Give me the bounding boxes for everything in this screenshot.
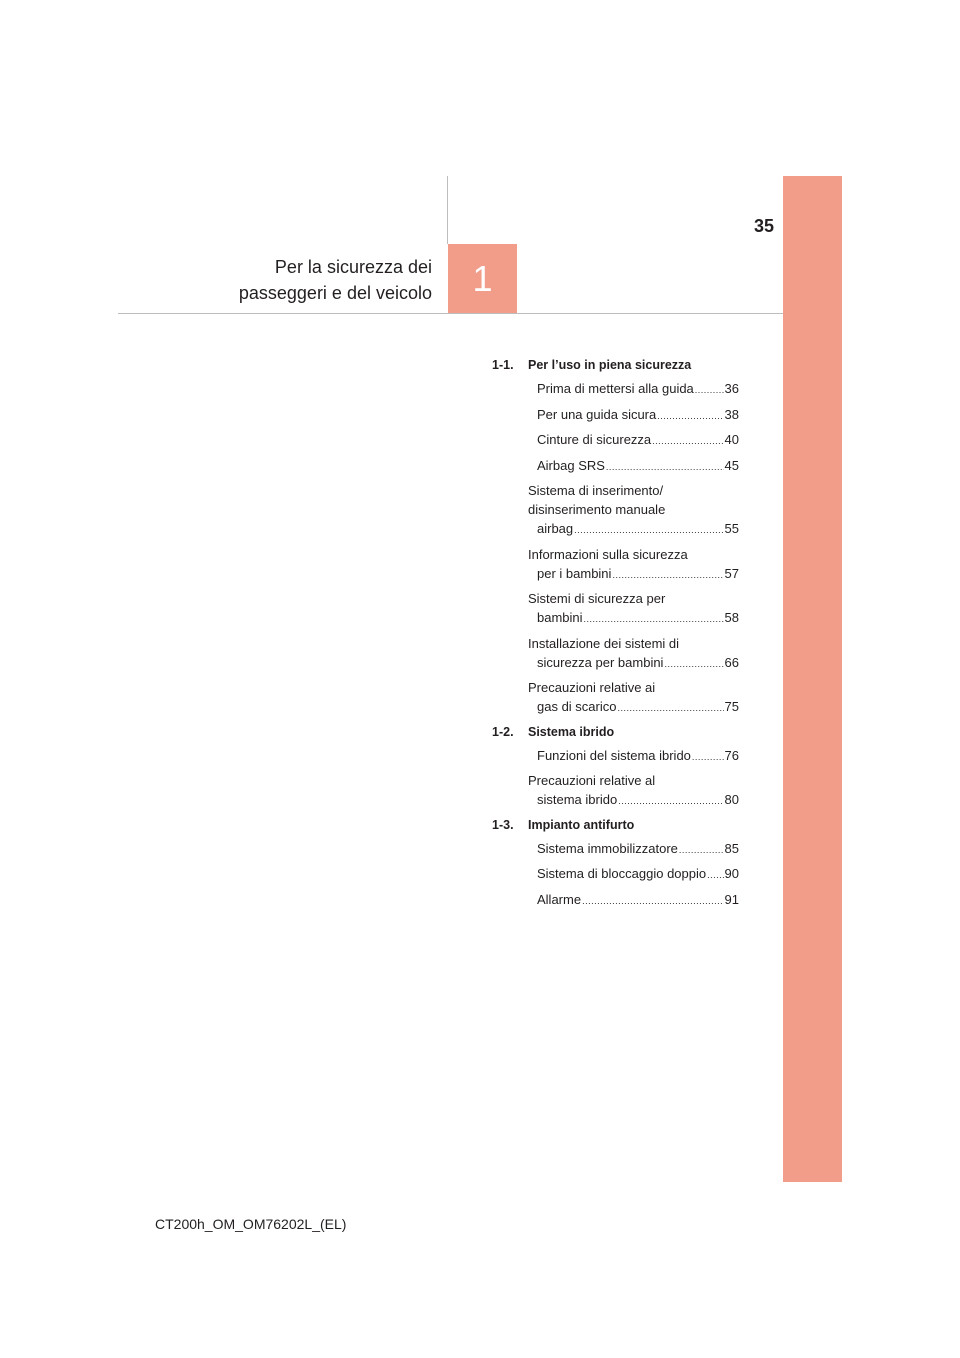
toc-page-number: 57 — [724, 565, 739, 581]
toc-page-number: 75 — [724, 699, 739, 714]
header-divider-horizontal — [118, 313, 783, 314]
toc-entry-title: gas di scarico — [537, 699, 617, 714]
toc-entry-title: Sistema di bloccaggio doppio — [537, 866, 707, 881]
toc-entry[interactable] — [528, 405, 739, 426]
toc-dot-leader — [652, 432, 723, 451]
toc-entry-line: Informazioni sulla sicurezza — [528, 546, 688, 562]
toc-entry[interactable] — [528, 430, 739, 451]
toc-page-number: 40 — [724, 432, 739, 447]
toc-entry-title: Airbag SRS — [537, 457, 605, 473]
toc-entry-row — [537, 697, 739, 718]
toc-dot-leader — [612, 566, 723, 585]
toc-dot-leader — [707, 866, 723, 885]
toc-entry-title: Allarme — [537, 891, 582, 907]
toc-entry-line: Precauzioni relative ai — [528, 680, 656, 695]
toc-entry-title: Sistema immobilizzatore — [537, 840, 678, 856]
toc-entry[interactable] — [528, 379, 739, 400]
header-divider-vertical — [447, 176, 448, 244]
toc-entry[interactable] — [528, 890, 739, 911]
toc-page-number: 90 — [724, 866, 739, 881]
toc-page-number: 58 — [724, 610, 739, 625]
toc-entry[interactable] — [528, 481, 739, 540]
toc-page-number: 38 — [724, 406, 739, 422]
toc-entry-row — [537, 839, 739, 860]
toc-section-title: Sistema ibrido — [528, 724, 615, 739]
toc-section-number: 1-2. — [492, 724, 514, 739]
toc-dot-leader — [657, 407, 723, 426]
toc-entry-row — [537, 864, 739, 885]
toc-entry-title: Funzioni del sistema ibrido — [537, 747, 691, 763]
toc-entry-title: Cinture di sicurezza — [537, 432, 652, 447]
toc-section-heading — [492, 356, 739, 375]
toc-entry-row — [537, 608, 739, 629]
toc-entry[interactable] — [528, 771, 739, 811]
toc-entry[interactable] — [528, 589, 739, 629]
toc-dot-leader — [617, 699, 723, 718]
toc-entry[interactable] — [528, 456, 739, 477]
toc-page-number: 45 — [724, 457, 739, 473]
table-of-contents — [492, 356, 739, 915]
toc-dot-leader — [574, 521, 723, 540]
toc-entry[interactable] — [528, 545, 739, 585]
toc-page-number: 66 — [724, 654, 739, 670]
toc-dot-leader — [664, 655, 723, 674]
toc-page-number: 36 — [724, 381, 739, 396]
toc-section-title: Per l’uso in piena sicurezza — [528, 358, 692, 372]
toc-entry-row — [537, 653, 739, 674]
toc-entry-row — [537, 790, 739, 811]
toc-section-number: 1-1. — [492, 358, 514, 372]
toc-entry-line: Precauzioni relative al — [528, 773, 656, 788]
toc-entry[interactable] — [528, 839, 739, 860]
footer-document-code: CT200h_OM_OM76202L_(EL) — [155, 1216, 347, 1232]
toc-entry[interactable] — [528, 634, 739, 674]
chapter-number-box — [448, 244, 517, 313]
section-title — [200, 254, 432, 306]
toc-entry-row — [537, 456, 739, 477]
toc-entry[interactable] — [528, 678, 739, 718]
toc-dot-leader — [606, 458, 724, 477]
toc-entry-row — [537, 430, 739, 451]
toc-entry-row — [537, 405, 739, 426]
toc-entry-title: per i bambini — [537, 565, 612, 581]
toc-dot-leader — [692, 748, 724, 767]
toc-page-number: 76 — [724, 747, 739, 763]
toc-entry-title: bambini — [537, 610, 583, 625]
chapter-number: 1 — [472, 257, 493, 299]
toc-entry-line: Sistemi di sicurezza per — [528, 591, 666, 606]
toc-page-number: 91 — [724, 891, 739, 907]
toc-dot-leader — [584, 610, 724, 629]
toc-entry-line: Installazione dei sistemi di — [528, 635, 680, 651]
toc-section-heading — [492, 723, 739, 742]
toc-dot-leader — [582, 892, 723, 911]
toc-entry[interactable] — [528, 746, 739, 767]
toc-dot-leader — [618, 792, 723, 811]
toc-page-number: 80 — [724, 792, 739, 807]
toc-entry-row — [537, 519, 739, 540]
toc-entry-row — [537, 890, 739, 911]
toc-dot-leader — [679, 841, 724, 860]
toc-section-title: Impianto antifurto — [528, 817, 635, 832]
toc-entry-row — [537, 564, 739, 585]
toc-dot-leader — [695, 381, 724, 400]
toc-page-number: 85 — [724, 840, 739, 856]
toc-entry-title: Prima di mettersi alla guida — [537, 381, 694, 396]
toc-entry-line: disinserimento manuale — [528, 502, 666, 517]
toc-entry-title: Per una guida sicura — [537, 406, 657, 422]
toc-entry-title: sicurezza per bambini — [537, 654, 664, 670]
page-number: 35 — [753, 216, 774, 236]
toc-page-number: 55 — [724, 521, 739, 536]
toc-section-heading — [492, 816, 739, 835]
toc-entry-row — [537, 379, 739, 400]
toc-entry-title: airbag — [537, 521, 574, 536]
section-title-line-1: Per la sicurezza dei — [274, 257, 432, 277]
toc-section-number: 1-3. — [492, 817, 514, 832]
toc-entry[interactable] — [528, 864, 739, 885]
chapter-side-tab — [783, 176, 842, 1182]
toc-entry-title: sistema ibrido — [537, 792, 618, 807]
toc-entry-line: Sistema di inserimento/ — [528, 483, 664, 498]
toc-entry-row — [537, 746, 739, 767]
section-title-line-2: passeggeri e del veicolo — [238, 283, 432, 303]
